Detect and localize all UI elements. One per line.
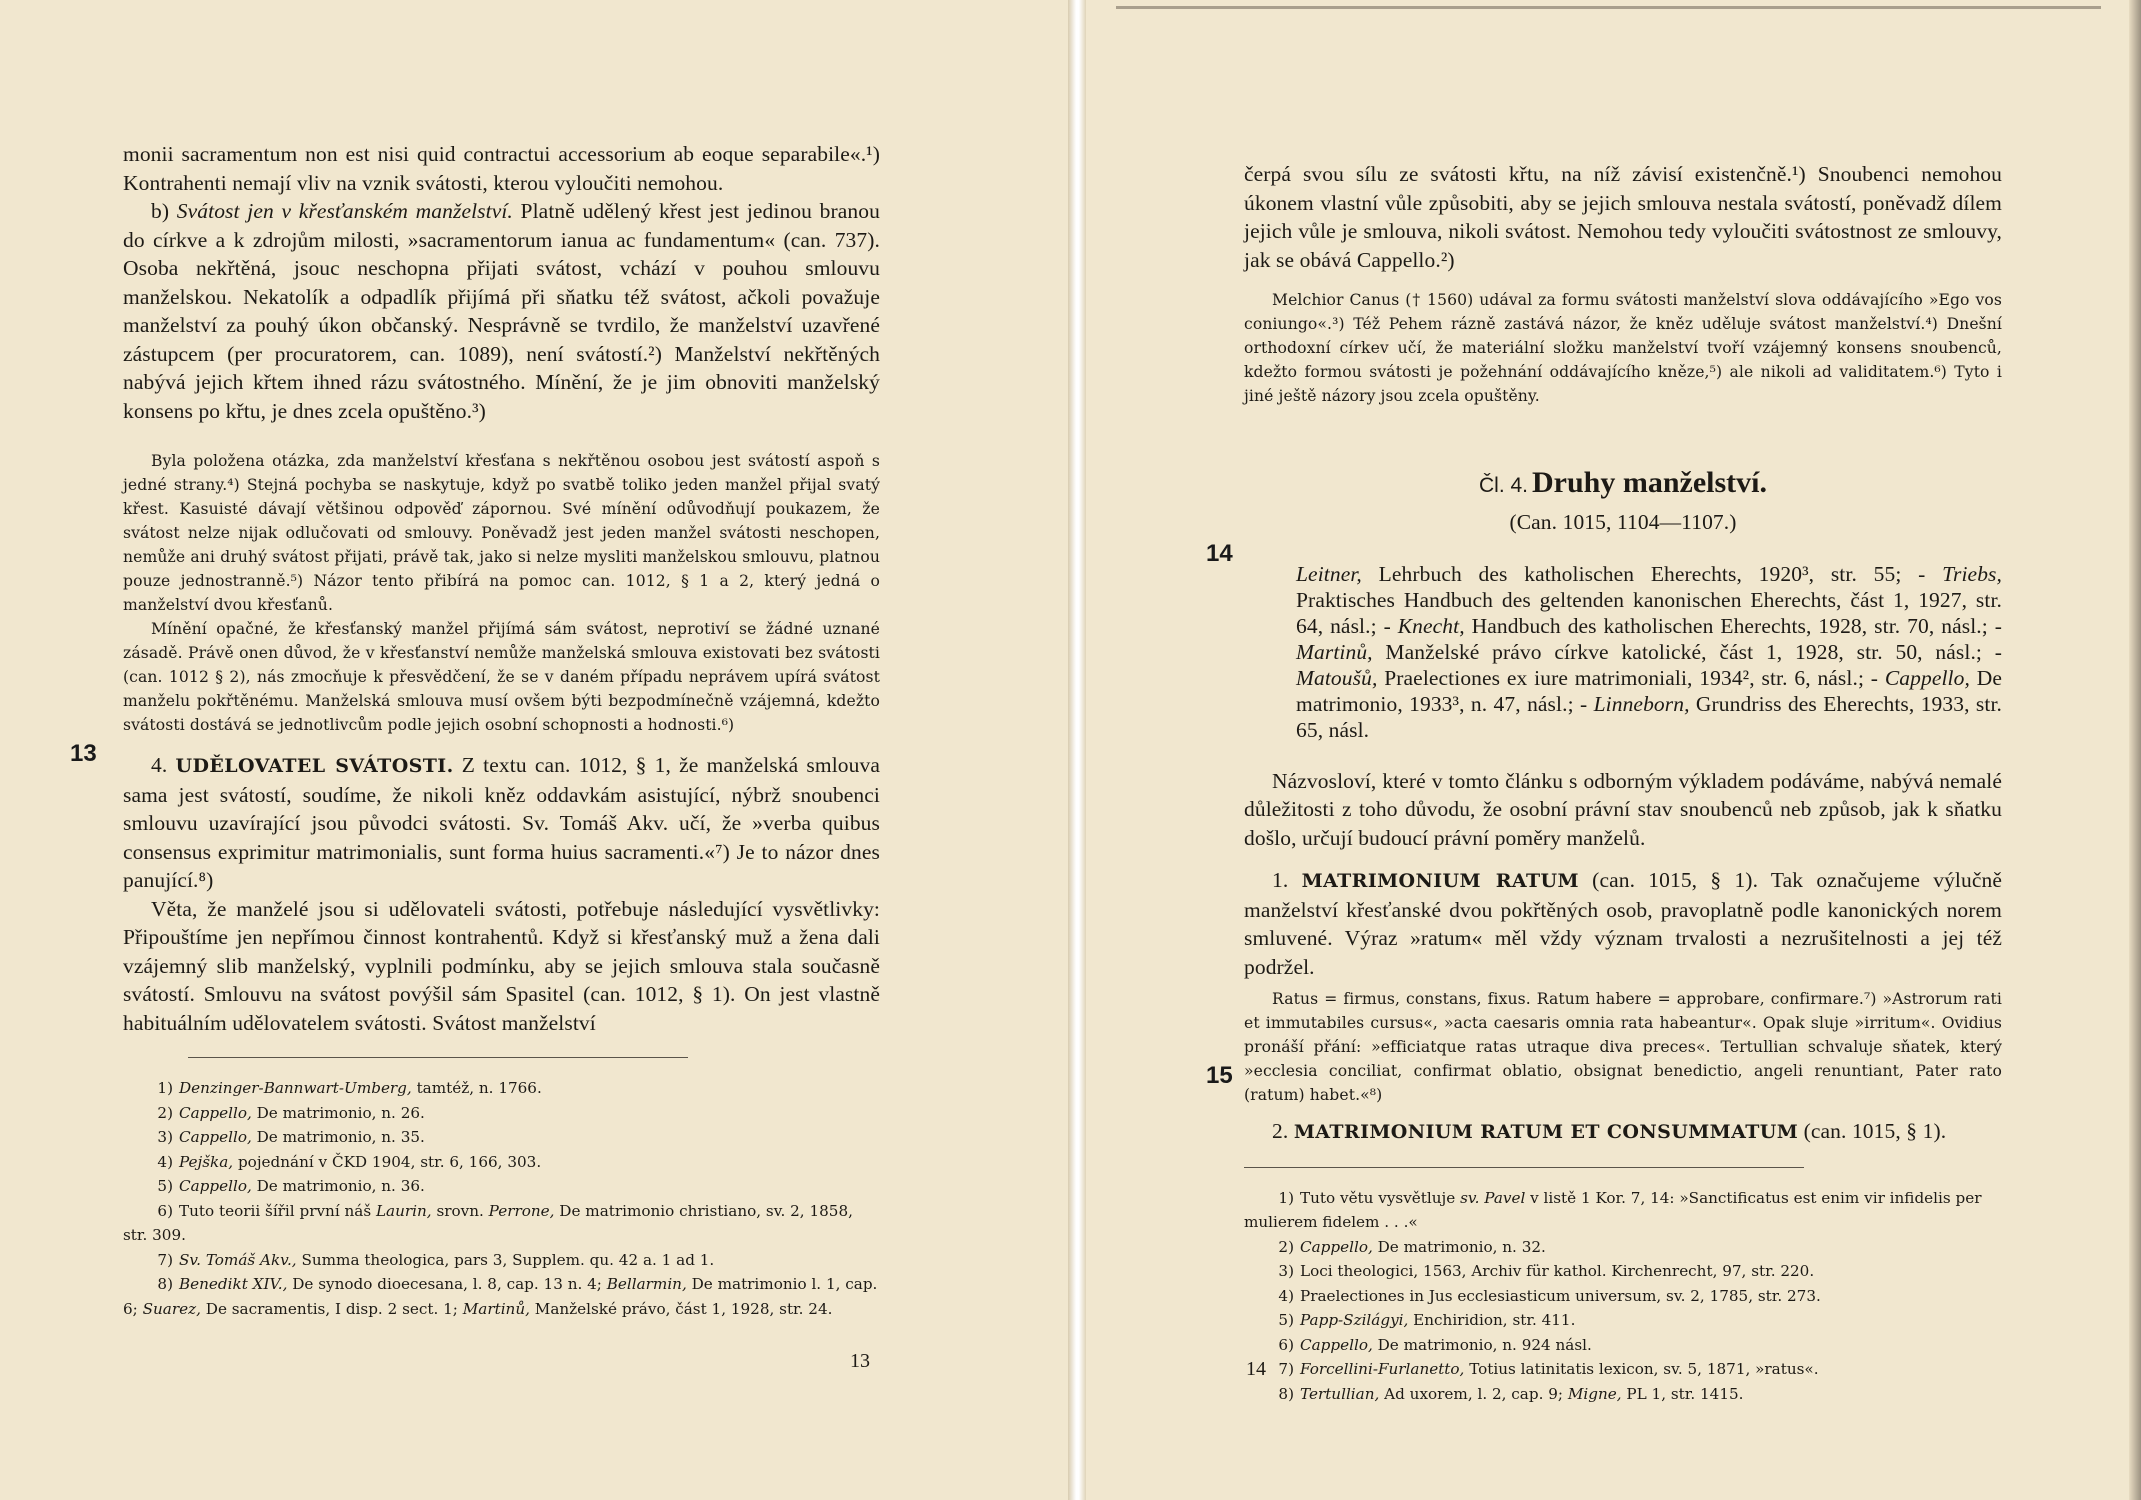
- footnote: 2) Cappello, De matrimonio, n. 26.: [157, 1103, 425, 1122]
- footnote: 6) Cappello, De matrimonio, n. 924 násl.: [1278, 1335, 1592, 1354]
- footnote: 5) Cappello, De matrimonio, n. 36.: [157, 1177, 425, 1195]
- margin-number: 13: [70, 740, 97, 767]
- margin-number: 15: [1206, 1062, 1233, 1089]
- left-page: [0, 0, 1068, 1500]
- list-label: b): [151, 199, 177, 223]
- page-number: 13: [850, 1350, 870, 1372]
- footnote: 4) Pejška, pojednání v ČKD 1904, str. 6, 166, 303.: [157, 1152, 542, 1171]
- footnote: 8) Tertullian, Ad uxorem, l. 2, cap. 9; Migne, PL 1, str. 1415.: [1278, 1384, 1744, 1403]
- section-heading: UDĚLOVATEL SVÁTOSTI.: [175, 755, 454, 777]
- right-page: [1086, 0, 2141, 1500]
- footnote: 4) Praelectiones in Jus ecclesiasticum universum, sv. 2, 1785, str. 273.: [1278, 1286, 1821, 1305]
- footnote-separator: [188, 1057, 688, 1058]
- footnotes: [1244, 1186, 2002, 1407]
- emphasis: Svátost jen v křesťanském manželství.: [176, 199, 513, 223]
- section-number: 4.: [151, 753, 176, 777]
- footnote: 3) Cappello, De matrimonio, n. 35.: [157, 1128, 425, 1146]
- footnote: 6) Tuto teorii šířil první náš Laurin, srovn. Perrone, De matrimonio christiano, sv. 2, 1858, str. 309.: [123, 1201, 853, 1244]
- paragraph: [123, 197, 880, 425]
- paragraph-text: Z textu can. 1012, § 1, že manželská smlouva sama jest svátostí, soudíme, že nikoli kněz oddavkám asistující, nýbrž snoubenci smlouvu uzavírající jsou původci svátosti. Sv. Tomáš Akv. učí, že »verba quibus consensus exprimitur matrimonialis, sunt forma huius sacramenti.«⁷) Je to názor dnes panující.⁸): [123, 753, 880, 892]
- footnote: 1) Denzinger-Bannwart-Umberg, tamtéž, n. 1766.: [157, 1079, 542, 1097]
- small-paragraph: Mínění opačné, že křesťanský manžel přijímá sám svátost, neprotiví se žádné uznané zásadě. Právě onen důvod, že v křesťanství nemůže manželská smlouva existovati bez svátosti (can. 1012 § 2), nás zmocňuje k přesvědčení, že se v daném případu neprávem upírá svátost manželu pokřtěnému. Manželská smlouva musí ovšem býti bezpodmínečně vzájemná, kdežto svátosti dostává se jednotlivcům podle jejich osobní schopnosti a hodnosti.⁶): [123, 620, 880, 734]
- small-paragraph: Ratus = firmus, constans, fixus. Ratum habere = approbare, confirmare.⁷) »Astrorum rati et immutabiles cursus«, »acta caesaris omnia rata habeantur«. Opak sluje »irritum«. Ovidius pronáší přání: »efficiatque ratas utraque diva preces«. Tertullian schvaluje sňatek, který »ecclesia conciliat, confirmat oblatio, obsignat benedictio, angeli renuntiant, Pater rato (ratum) habet.«⁸): [1244, 990, 2002, 1104]
- section-paragraph: 1. MATRIMONIUM RATUM (can. 1015, § 1). Tak označujeme výlučně manželství křesťanské dvou pokřtěných osob, pravoplatně podle kanonických norem smluvené. Výraz »ratum« měl vždy význam trvalosti a nezrušitelnosti a jej též podržel.: [1244, 868, 2002, 979]
- paragraph-text: Platně udělený křest jest jedinou branou do církve a k zdrojům milosti, »sacramentorum ianua ac fundamentum« (can. 737). Osoba nekřtěná, jsouc neschopna přijati svátost, vchází v pouhou smlouvu manželskou. Nekatolík a odpadlík přijímá při sňatku též svátost, ačkoli považuje manželství za pouhý úkon občanský. Nesprávně se tvrdilo, že manželství uzavřené zástupcem (per procuratorem, can. 1089), není svátostí.²) Manželství nekřtěných nabývá jejich křtem ihned rázu svátostného. Mínění, že je jim obnoviti manželský konsens po křtu, je dnes zcela opuštěno.³): [123, 199, 880, 423]
- footnote: 7) Sv. Tomáš Akv., Summa theologica, pars 3, Supplem. qu. 42 a. 1 ad 1.: [157, 1250, 715, 1269]
- section-heading: MATRIMONIUM RATUM: [1301, 870, 1579, 892]
- book-gutter: [1068, 0, 1086, 1500]
- article-subtitle: (Can. 1015, 1104—1107.): [1509, 510, 1737, 534]
- left-text-column: [123, 140, 880, 1321]
- footnote: 8) Benedikt XIV., De synodo dioecesana, l. 8, cap. 13 n. 4; Bellarmin, De matrimonio l. 1, cap. 6; Suarez, De sacramentis, I disp. 2 sect. 1; Martinů, Manželské právo, část 1, 1928, str. 24.: [123, 1275, 878, 1318]
- article-number: Čl. 4.: [1478, 474, 1528, 497]
- footnotes: [123, 1076, 880, 1321]
- paragraph: monii sacramentum non est nisi quid contractui accessorium ab eoque separabile«.¹) Kontrahenti nemají vliv na vznik svátosti, kterou vyloučiti nemohou.: [123, 142, 880, 195]
- margin-number: 14: [1206, 540, 1233, 567]
- footnote: 1) Tuto větu vysvětluje sv. Pavel v listě 1 Kor. 7, 14: »Sanctificatus est enim vir infidelis per mulierem fidelem . . .«: [1244, 1188, 1982, 1231]
- section-paragraph: [123, 751, 880, 895]
- footnote: 5) Papp-Szilágyi, Enchiridion, str. 411.: [1278, 1311, 1576, 1329]
- footnote: 7) Forcellini-Furlanetto, Totius latinitatis lexicon, sv. 5, 1871, »ratus«.: [1278, 1360, 1819, 1378]
- article-title: Druhy manželství.: [1532, 466, 1767, 499]
- article-heading: [1244, 466, 2002, 500]
- section-heading: MATRIMONIUM RATUM ET CONSUMMATUM: [1293, 1121, 1799, 1143]
- section-paragraph: 2. MATRIMONIUM RATUM ET CONSUMMATUM (can. 1015, § 1).: [1272, 1119, 1947, 1143]
- small-paragraph: Melchior Canus († 1560) udával za formu svátosti manželství slova oddávajícího »Ego vos coniungo«.³) Též Pehem rázně zastává názor, že kněz uděluje svátost manželství.⁴) Dnešní orthodoxní církev učí, že materiální složku manželství tvoří vzájemný konsens snoubenců, kdežto formou svátosti je požehnání oddávajícího kněze,⁵) ale nikoli ad validitatem.⁶) Tyto i jiné ještě názory jsou zcela opuštěny.: [1244, 291, 2002, 405]
- right-text-column: [1244, 160, 2002, 1406]
- page-edge: [2129, 0, 2141, 1500]
- top-edge-line: [1116, 6, 2101, 9]
- footnote: 3) Loci theologici, 1563, Archiv für kathol. Kirchenrecht, 97, str. 220.: [1278, 1262, 1815, 1280]
- paragraph: Názvosloví, které v tomto článku s odborným výkladem podáváme, nabývá nemalé důležitosti z toho důvodu, že osobní právní stav snoubenců neb způsob, jak k sňatku došlo, určují budoucí právní poměry manželů.: [1244, 768, 2002, 850]
- page-number: 14: [1246, 1358, 1266, 1380]
- small-paragraph: Byla položena otázka, zda manželství křesťana s nekřtěnou osobou jest svátostí aspoň s jedné strany.⁴) Stejná pochyba se naskytuje, když po svatbě toliko jeden manžel přijal svatý křest. Kasuisté dávají většinou odpověď zápornou. Své mínění odůvodňují poukazem, že svátost nelze nijak odlučovati od smlouvy. Poněvadž jest jeden manžel svátosti neschopen, nemůže ani druhý svátost přijati, právě tak, jako si nelze mysliti manželskou smlouvu, platnou pouze jednostranně.⁵) Názor tento přibírá na pomoc can. 1012, § 1 a 2, který jedná o manželství dvou křesťanů.: [123, 452, 880, 614]
- paragraph: čerpá svou sílu ze svátosti křtu, na níž závisí existenčně.¹) Snoubenci nemohou úkonem vlastní vůle způsobiti, aby se jejich smlouva nestala svátostí, poněvadž dílem jejich vůle je smlouva, nikoli svátost. Nemohou tedy vyloučiti svátostnost ze smlouvy, jak se obává Cappello.²): [1244, 162, 2002, 272]
- paragraph: Věta, že manželé jsou si udělovateli svátosti, potřebuje následující vysvětlivky: Připouštíme jen nepřímou činnost kontrahentů. Když si křesťanský muž a žena dali vzájemný slib manželský, vyplnili podmínku, aby se jejich smlouva stala současně svátostí. Smlouvu na svátost povýšil sám Spasitel (can. 1012, § 1). On jest vlastně habituálním udělovatelem svátosti. Svátost manželství: [123, 896, 880, 1035]
- footnote: 2) Cappello, De matrimonio, n. 32.: [1278, 1237, 1546, 1256]
- footnote-separator: [1244, 1167, 1804, 1168]
- literature-list: Leitner, Lehrbuch des katholischen Eherechts, 1920³, str. 55; - Triebs, Praktisches Handbuch des geltenden kanonischen Eherechts, část 1, 1927, str. 64, násl.; - Knecht, Handbuch des katholischen Eherechts, 1928, str. 70, násl.; - Martinů, Manželské právo církve katolické, část 1, 1928, str. 50, násl.; - Matoušů, Praelectiones ex iure matrimoniali, 1934², str. 6, násl.; - Cappello, De matrimonio, 1933³, n. 47, násl.; - Linneborn, Grundriss des Eherechts, 1933, str. 65, násl.: [1296, 561, 2003, 742]
